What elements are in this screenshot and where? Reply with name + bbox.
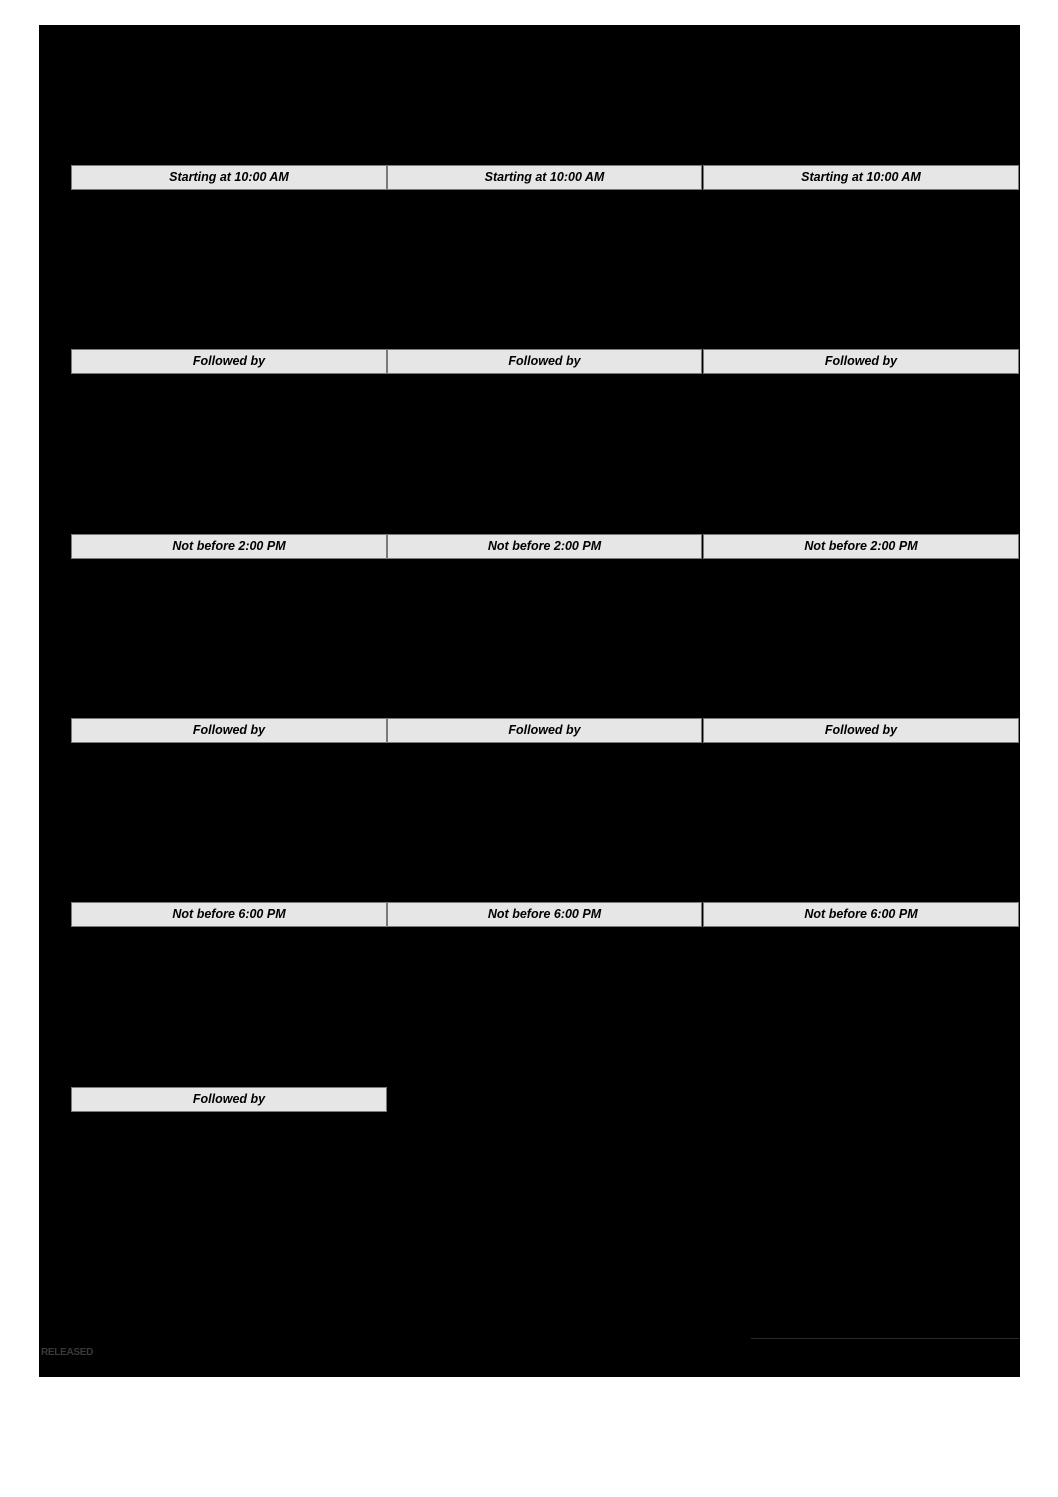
court-3-slot-1-header: Starting at 10:00 AM [703,165,1019,190]
court-3-slot-3-header: Not before 2:00 PM [703,534,1019,559]
court-3-slot-5-header: Not before 6:00 PM [703,902,1019,927]
court-2-slot-5-header: Not before 6:00 PM [387,902,702,927]
court-1-slot-3-header: Not before 2:00 PM [71,534,387,559]
court-1-slot-6-header: Followed by [71,1087,387,1112]
court-1-slot-4-header: Followed by [71,718,387,743]
court-2-slot-4-header: Followed by [387,718,702,743]
footer-signature-line [751,1338,1019,1339]
court-1-slot-1-header: Starting at 10:00 AM [71,165,387,190]
court-1-slot-5-header: Not before 6:00 PM [71,902,387,927]
court-2-slot-1-header: Starting at 10:00 AM [387,165,702,190]
release-status-label: RELEASED [41,1347,94,1358]
court-2-slot-2-header: Followed by [387,349,702,374]
court-1-slot-2-header: Followed by [71,349,387,374]
order-of-play-sheet [39,25,1020,1377]
court-3-slot-2-header: Followed by [703,349,1019,374]
court-2-slot-3-header: Not before 2:00 PM [387,534,702,559]
court-3-slot-4-header: Followed by [703,718,1019,743]
